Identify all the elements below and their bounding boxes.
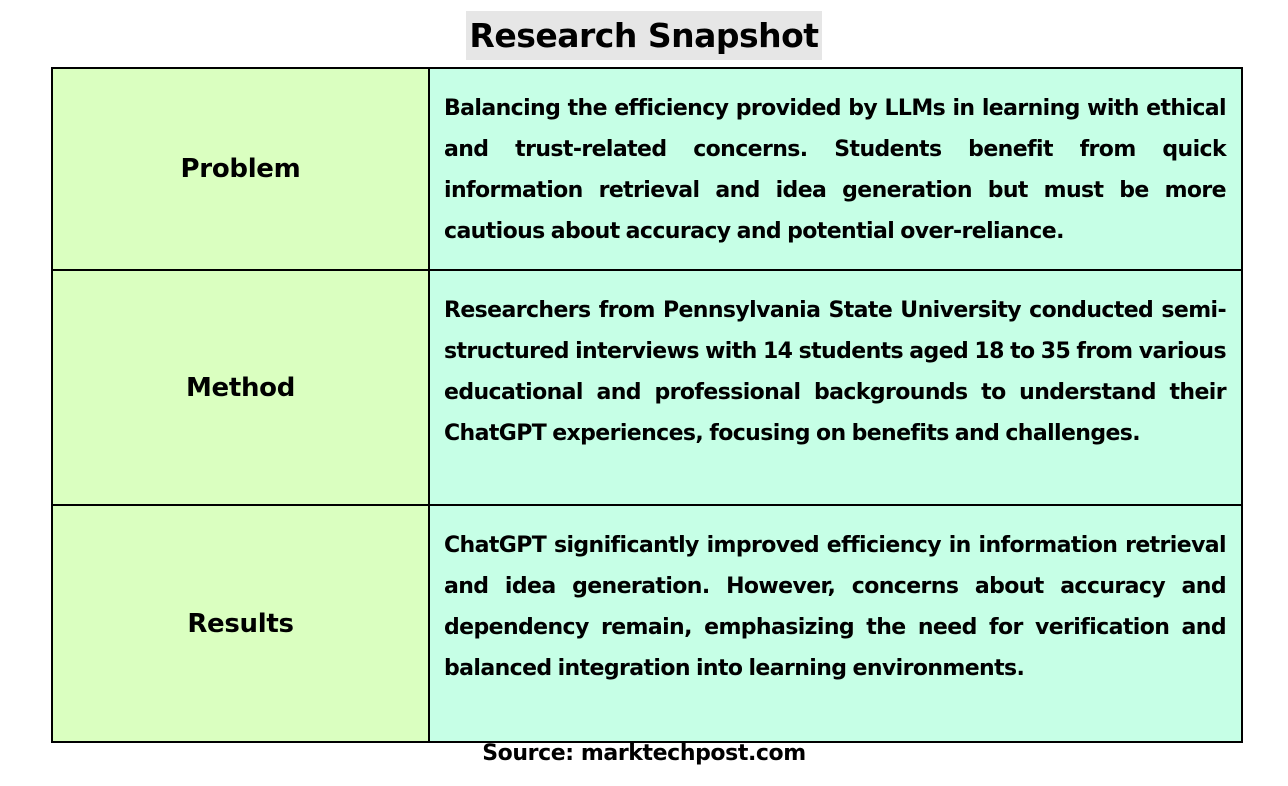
table-row-method bbox=[52, 270, 1242, 505]
row-text-method: Researchers from Pennsylvania State University conducted semi-structured interviews with 14 students aged 18 to 35 from various educational and professional backgrounds to understand their ChatGPT experiences, focusing on benefits and challenges. bbox=[429, 270, 1242, 505]
row-text-results: ChatGPT significantly improved efficiency in information retrieval and idea generation. However, concerns about accuracy and dependency remain, emphasizing the need for verification and balanced integration into learning environments. bbox=[429, 505, 1242, 742]
title-wrapper bbox=[0, 11, 1288, 60]
source-caption: Source: marktechpost.com bbox=[482, 741, 806, 766]
table-row-results bbox=[52, 505, 1242, 742]
table-row-problem bbox=[52, 68, 1242, 270]
row-text-problem: Balancing the efficiency provided by LLMs in learning with ethical and trust-related concerns. Students benefit from quick information retrieval and idea generation but must be more cautious about accuracy and potential over-reliance. bbox=[429, 68, 1242, 270]
page-title: Research Snapshot bbox=[466, 11, 821, 60]
row-label-method: Method bbox=[52, 270, 429, 505]
research-snapshot-table bbox=[51, 67, 1243, 743]
row-label-results: Results bbox=[52, 505, 429, 742]
row-label-problem: Problem bbox=[52, 68, 429, 270]
